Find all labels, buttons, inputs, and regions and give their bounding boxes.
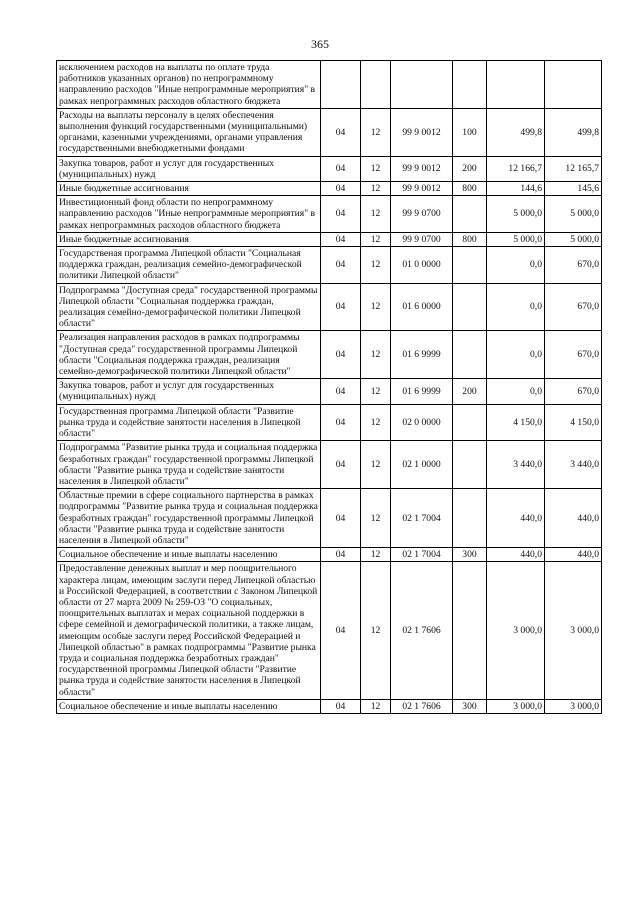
table-row	[57, 182, 602, 196]
section-code-cell: 04	[321, 441, 361, 489]
amount-first-cell: 3 000,0	[487, 699, 545, 713]
budget-table	[56, 60, 602, 714]
subsection-code-cell: 12	[361, 247, 391, 284]
page-number: 365	[311, 37, 329, 51]
row-name-cell: Инвестиционный фонд области по непрограммному направлению расходов "Иные непрограммные мероприятия" в рамках непрограммных расходов областного бюджета	[57, 196, 321, 233]
table-row	[57, 441, 602, 489]
target-article-cell: 99 9 0700	[391, 232, 453, 246]
section-code-cell: 04	[321, 247, 361, 284]
section-code-cell: 04	[321, 489, 361, 548]
subsection-code-cell: 12	[361, 562, 391, 699]
amount-second-cell: 670,0	[545, 283, 602, 331]
section-code-cell: 04	[321, 182, 361, 196]
target-article-cell: 01 6 9999	[391, 331, 453, 379]
amount-first-cell: 5 000,0	[487, 196, 545, 233]
section-code-cell: 04	[321, 108, 361, 156]
target-article-cell: 01 6 0000	[391, 283, 453, 331]
amount-first-cell: 3 440,0	[487, 441, 545, 489]
table-row	[57, 699, 602, 713]
subsection-code-cell: 12	[361, 548, 391, 562]
expense-type-cell	[453, 196, 487, 233]
section-code-cell: 04	[321, 404, 361, 441]
amount-second-cell: 670,0	[545, 247, 602, 284]
subsection-code-cell: 12	[361, 404, 391, 441]
target-article-cell: 02 1 7606	[391, 562, 453, 699]
amount-second-cell: 4 150,0	[545, 404, 602, 441]
row-name-cell: Подпрограмма "Развитие рынка труда и социальная поддержка безработных граждан" государственной программы Липецкой области "Развитие рынка труда и содействие занятости населения в Липецкой области"	[57, 441, 321, 489]
expense-type-cell	[453, 283, 487, 331]
subsection-code-cell: 12	[361, 196, 391, 233]
expense-type-cell	[453, 489, 487, 548]
table-row	[57, 404, 602, 441]
expense-type-cell	[453, 61, 487, 109]
table-row	[57, 156, 602, 181]
row-name-cell: Иные бюджетные ассигнования	[57, 232, 321, 246]
section-code-cell: 04	[321, 331, 361, 379]
expense-type-cell: 800	[453, 182, 487, 196]
expense-type-cell	[453, 441, 487, 489]
amount-first-cell: 0,0	[487, 379, 545, 404]
section-code-cell: 04	[321, 548, 361, 562]
subsection-code-cell: 12	[361, 489, 391, 548]
amount-second-cell: 670,0	[545, 379, 602, 404]
row-name-cell: Подпрограмма "Доступная среда" государственной программы Липецкой области "Социальная поддержка граждан, реализация семейно-демографической политики Липецкой области"	[57, 283, 321, 331]
table-row	[57, 232, 602, 246]
table-row	[57, 562, 602, 699]
section-code-cell: 04	[321, 699, 361, 713]
target-article-cell: 99 9 0012	[391, 182, 453, 196]
subsection-code-cell: 12	[361, 108, 391, 156]
target-article-cell: 02 1 7004	[391, 489, 453, 548]
amount-second-cell	[545, 61, 602, 109]
table-row	[57, 489, 602, 548]
row-name-cell: Социальное обеспечение и иные выплаты населению	[57, 699, 321, 713]
section-code-cell: 04	[321, 283, 361, 331]
subsection-code-cell: 12	[361, 699, 391, 713]
target-article-cell: 99 9 0700	[391, 196, 453, 233]
row-name-cell: Государственная программа Липецкой области "Развитие рынка труда и содействие занятости населения в Липецкой области"	[57, 404, 321, 441]
subsection-code-cell: 12	[361, 283, 391, 331]
row-name-cell: Государственая программа Липецкой области "Социальная поддержка граждан, реализация семейно-демографической политики Липецкой области"	[57, 247, 321, 284]
amount-first-cell: 499,8	[487, 108, 545, 156]
row-name-cell: Областные премии в сфере социального партнерства в рамках подпрограммы "Развитие рынка труда и социальная поддержка безработных граждан" государственной программы Липецкой области "Развитие рынка труда и содействие занятости населения в Липецкой области"	[57, 489, 321, 548]
amount-first-cell: 4 150,0	[487, 404, 545, 441]
section-code-cell: 04	[321, 196, 361, 233]
table-row	[57, 247, 602, 284]
section-code-cell: 04	[321, 379, 361, 404]
amount-first-cell: 0,0	[487, 283, 545, 331]
table-row	[57, 108, 602, 156]
amount-first-cell: 144,6	[487, 182, 545, 196]
target-article-cell: 01 6 9999	[391, 379, 453, 404]
amount-second-cell: 440,0	[545, 548, 602, 562]
amount-second-cell: 670,0	[545, 331, 602, 379]
target-article-cell: 01 0 0000	[391, 247, 453, 284]
expense-type-cell: 200	[453, 156, 487, 181]
row-name-cell: Закупка товаров, работ и услуг для государственных (муниципальных) нужд	[57, 156, 321, 181]
expense-type-cell: 300	[453, 548, 487, 562]
amount-first-cell: 0,0	[487, 247, 545, 284]
amount-first-cell	[487, 61, 545, 109]
amount-first-cell: 440,0	[487, 548, 545, 562]
subsection-code-cell: 12	[361, 182, 391, 196]
subsection-code-cell: 12	[361, 441, 391, 489]
row-name-cell: Предоставление денежных выплат и мер поощрительного характера лицам, имеющим заслуги перед Липецкой областью и Российской Федерацией, в соответствии с Законом Липецкой области от 27 марта 2009 № 259-ОЗ "О социальных, поощрительных выплатах и мерах социальной поддержки в сфере семейной и демографической политики, а также лицам, имеющим особые заслуги перед Российской Федерацией и Липецкой областью" в рамках подпрограммы "Развитие рынка труда и социальная поддержка безработных граждан" государственной программы Липецкой области "Развитие рынка труда и содействие занятости населения в Липецкой области"	[57, 562, 321, 699]
amount-second-cell: 12 165,7	[545, 156, 602, 181]
subsection-code-cell: 12	[361, 232, 391, 246]
table-row	[57, 331, 602, 379]
expense-type-cell	[453, 247, 487, 284]
target-article-cell: 99 9 0012	[391, 156, 453, 181]
amount-second-cell: 3 440,0	[545, 441, 602, 489]
target-article-cell: 02 0 0000	[391, 404, 453, 441]
table-row	[57, 61, 602, 109]
subsection-code-cell: 12	[361, 331, 391, 379]
subsection-code-cell: 12	[361, 156, 391, 181]
row-name-cell: Социальное обеспечение и иные выплаты населению	[57, 548, 321, 562]
amount-first-cell: 3 000,0	[487, 562, 545, 699]
expense-type-cell	[453, 404, 487, 441]
amount-first-cell: 440,0	[487, 489, 545, 548]
amount-first-cell: 12 166,7	[487, 156, 545, 181]
expense-type-cell: 300	[453, 699, 487, 713]
expense-type-cell: 100	[453, 108, 487, 156]
section-code-cell: 04	[321, 562, 361, 699]
target-article-cell: 02 1 7606	[391, 699, 453, 713]
section-code-cell	[321, 61, 361, 109]
row-name-cell: Иные бюджетные ассигнования	[57, 182, 321, 196]
target-article-cell: 02 1 7004	[391, 548, 453, 562]
amount-second-cell: 3 000,0	[545, 699, 602, 713]
amount-second-cell: 440,0	[545, 489, 602, 548]
table-row	[57, 548, 602, 562]
table-row	[57, 283, 602, 331]
row-name-cell: Реализация направления расходов в рамках подпрограммы "Доступная среда" государственной программы Липецкой области "Социальная поддержка граждан, реализация семейно-демографической политики Липецкой области"	[57, 331, 321, 379]
table-body	[57, 61, 602, 714]
target-article-cell: 02 1 0000	[391, 441, 453, 489]
target-article-cell	[391, 61, 453, 109]
table-row	[57, 379, 602, 404]
expense-type-cell: 800	[453, 232, 487, 246]
amount-second-cell: 499,8	[545, 108, 602, 156]
target-article-cell: 99 9 0012	[391, 108, 453, 156]
expense-type-cell	[453, 331, 487, 379]
amount-second-cell: 3 000,0	[545, 562, 602, 699]
amount-second-cell: 145,6	[545, 182, 602, 196]
subsection-code-cell: 12	[361, 379, 391, 404]
expense-type-cell	[453, 562, 487, 699]
section-code-cell: 04	[321, 156, 361, 181]
amount-first-cell: 0,0	[487, 331, 545, 379]
amount-second-cell: 5 000,0	[545, 232, 602, 246]
subsection-code-cell	[361, 61, 391, 109]
row-name-cell: исключением расходов на выплаты по оплате труда работников указанных органов) по непрограммному направлению расходов "Иные непрограммные мероприятия" в рамках непрограммных расходов областного бюджета	[57, 61, 321, 109]
section-code-cell: 04	[321, 232, 361, 246]
expense-type-cell: 200	[453, 379, 487, 404]
amount-second-cell: 5 000,0	[545, 196, 602, 233]
amount-first-cell: 5 000,0	[487, 232, 545, 246]
row-name-cell: Расходы на выплаты персоналу в целях обеспечения выполнения функций государственными (муниципальными) органами, казенными учреждениями, органами управления государственными внебюджетными фондами	[57, 108, 321, 156]
row-name-cell: Закупка товаров, работ и услуг для государственных (муниципальных) нужд	[57, 379, 321, 404]
table-row	[57, 196, 602, 233]
